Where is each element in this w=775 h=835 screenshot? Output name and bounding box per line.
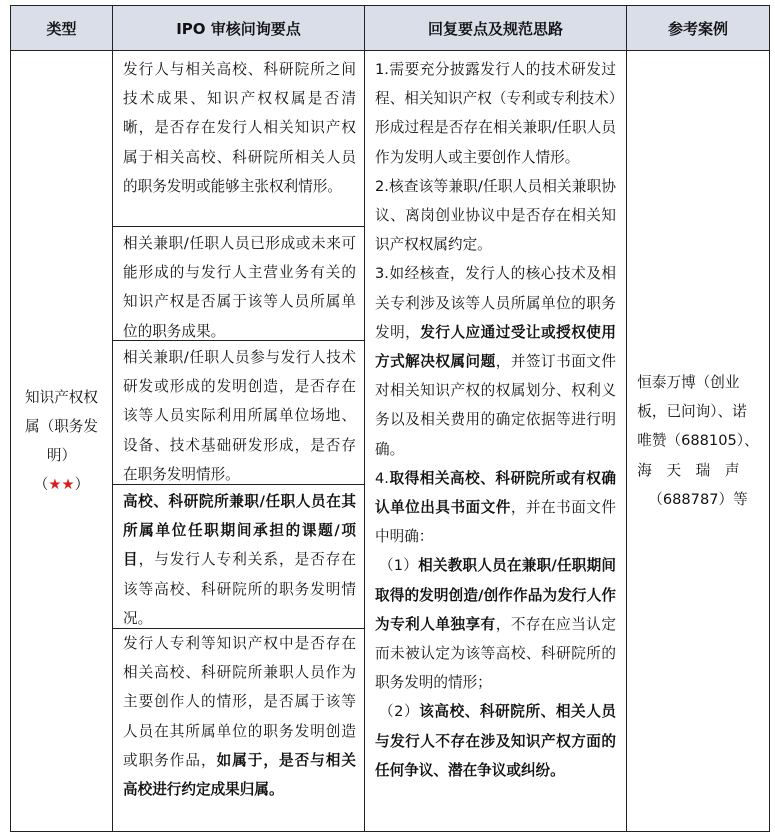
cases-line3: 唯赞（688105）、 — [637, 432, 759, 450]
star-rating: ★★ — [48, 476, 75, 494]
header-reply: 回复要点及规范思路 — [364, 5, 627, 51]
point-text-4: 高校、科研院所兼职/任职人员在其所属单位任职期间承担的课题/项目，与发行人专利关系，是否存在该等高校、科研院所的职务发明情况。 — [123, 493, 356, 627]
point-text-3: 相关兼职/任职人员参与发行人技术研发或形成的发明创造，是否存在该等人员实际利用所属单位场地、设备、技术基础研发形成，是否存在职务发明情形。 — [123, 349, 356, 483]
category-line1: 知识产权权 — [25, 388, 98, 406]
point-cell-4 — [112, 484, 365, 629]
cases-line1: 恒泰万博（创业 — [637, 373, 740, 391]
point-text-1: 发行人与相关高校、科研院所之间技术成果、知识产权权属是否清晰，是否存在发行人相关知识产权属于相关高校、科研院所相关人员的职务发明或能够主张权利情形。 — [123, 61, 356, 195]
point-cell-3 — [112, 340, 365, 485]
point-cell-2 — [112, 226, 365, 341]
cases-line2: 板，已问询）、诺 — [637, 403, 747, 421]
header-cases: 参考案例 — [626, 5, 770, 51]
category-rating: （★★） — [33, 476, 90, 494]
reply-cell — [364, 50, 627, 832]
reply-p6: （2）该高校、科研院所、相关人员与发行人不存在涉及知识产权方面的任何争议、潜在争议或纠纷。 — [375, 703, 616, 779]
point-cell-1 — [112, 50, 365, 227]
reply-p3: 3.如经核查，发行人的核心技术及相关专利涉及该等人员所属单位的职务发明，发行人应通过受让或授权使用方式解决权属问题，并签订书面文件对相关知识产权的权属划分、权利义务以及相关费用的确定依据等进行明确。 — [375, 265, 616, 458]
category-line2: 属（职务发 — [25, 417, 98, 435]
reply-p2: 2.核查该等兼职/任职人员相关兼职协议、离岗创业协议中是否存在相关知识产权权属约定。 — [375, 177, 616, 254]
category-cell — [10, 50, 113, 832]
category-line3: 明） — [46, 447, 77, 464]
cases-line5: （688787）等 — [648, 490, 748, 508]
reply-p1: 1.需要充分披露发行人的技术研发过程、相关知识产权（专利或专利技术）形成过程是否存在相关兼职/任职人员作为发明人或主要创作人情形。 — [375, 61, 616, 166]
reply-p4: 4.取得相关高校、科研院所或有权确认单位出具书面文件，并在书面文件中明确： — [375, 469, 616, 546]
cases-line4: 海 天 瑞 声 — [637, 461, 740, 479]
point-text-2: 相关兼职/任职人员已形成或未来可能形成的与发行人主营业务有关的知识产权是否属于该等人员所属单位的职务成果。 — [123, 235, 356, 340]
point-cell-5 — [112, 628, 365, 832]
header-type: 类型 — [10, 5, 113, 51]
cases-cell — [626, 50, 770, 832]
reply-p5: （1）相关教职人员在兼职/任职期间取得的发明创造/创作作品为发行人作为专利人单独享有，不存在应当认定而未被认定为该等高校、科研院所的职务发明的情形； — [375, 557, 616, 692]
point-text-5: 发行人专利等知识产权中是否存在相关高校、科研院所兼职人员作为主要创作人的情形，是否属于该等人员在其所属单位的职务发明创造或职务作品，如属于，是否与相关高校进行约定成果归属。 — [123, 635, 356, 799]
header-points: IPO 审核问询要点 — [112, 5, 365, 51]
